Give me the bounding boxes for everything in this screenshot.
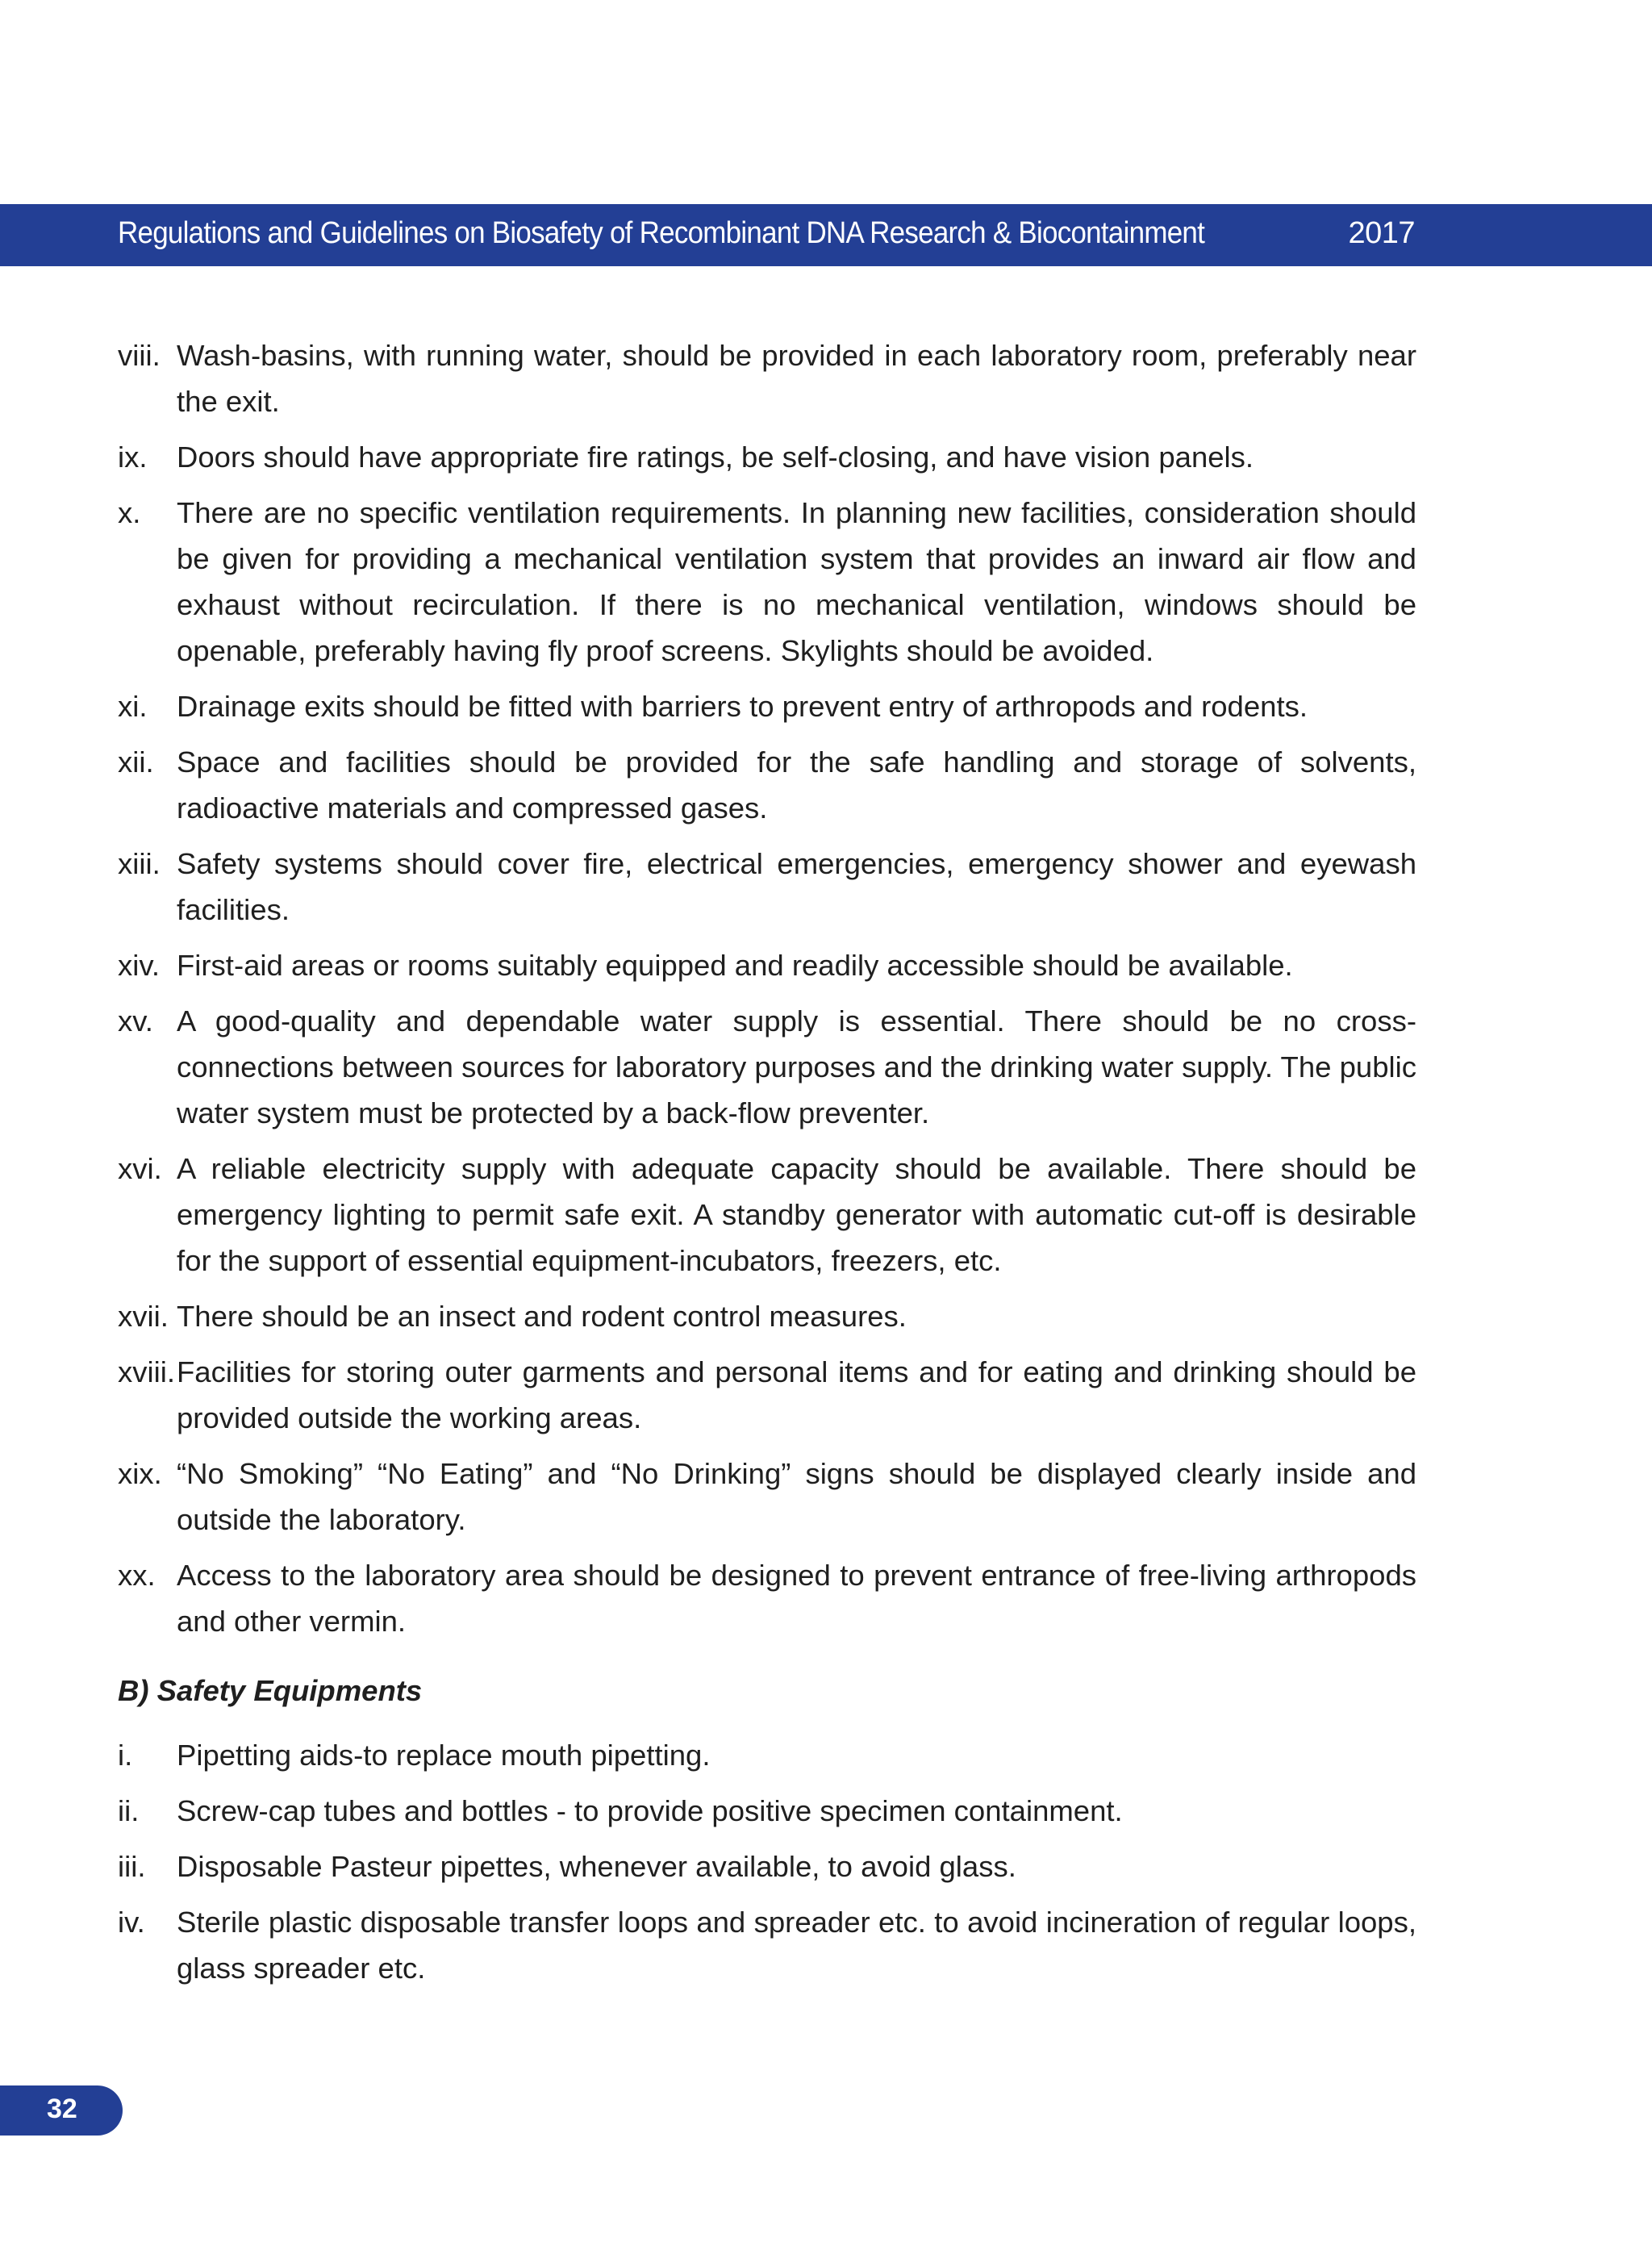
item-text: Wash-basins, with running water, should be provided in each laboratory room, preferably near the exit.: [177, 339, 1416, 418]
list-item: [118, 332, 1416, 424]
item-number: xvi.: [118, 1152, 162, 1185]
item-number: viii.: [118, 339, 161, 372]
item-number: ii.: [118, 1794, 140, 1827]
section-heading: B) Safety Equipments: [118, 1674, 423, 1707]
item-number: ix.: [118, 440, 148, 474]
item-number: xv.: [118, 1004, 153, 1037]
page-content: [118, 332, 1416, 2001]
item-text: First-aid areas or rooms suitably equipped and readily accessible should be available.: [177, 949, 1293, 982]
item-text: “No Smoking” “No Eating” and “No Drinking” signs should be displayed clearly inside and outside the laboratory.: [177, 1457, 1416, 1536]
list-item: [118, 841, 1416, 933]
item-number: xviii.: [118, 1355, 175, 1388]
item-text: Space and facilities should be provided for the safe handling and storage of solvents, radioactive materials and compressed gases.: [177, 745, 1416, 825]
list-item: [118, 1899, 1416, 1991]
item-number: x.: [118, 496, 141, 529]
item-text: Facilities for storing outer garments and personal items and for eating and drinking should be provided outside the working areas.: [177, 1355, 1416, 1434]
list-item: [118, 683, 1416, 729]
list-item: [118, 490, 1416, 674]
list-item: [118, 1788, 1416, 1834]
item-text: There are no specific ventilation requirements. In planning new facilities, consideration should be given for providing a mechanical ventilation system that provides an inward air flow and exhaust without recirculation. If there is no mechanical ventilation, windows should be openable, preferably having fly proof screens. Skylights should be avoided.: [177, 496, 1416, 667]
item-text: Disposable Pasteur pipettes, whenever available, to avoid glass.: [177, 1850, 1016, 1883]
document-title: Regulations and Guidelines on Biosafety of Recombinant DNA Research & Biocontainment: [118, 216, 1205, 250]
item-text: Sterile plastic disposable transfer loops and spreader etc. to avoid incineration of regular loops, glass spreader etc.: [177, 1906, 1416, 1985]
item-number: xvii.: [118, 1300, 169, 1333]
page-number-tab: [0, 2085, 123, 2136]
item-text: Doors should have appropriate fire ratings, be self-closing, and have vision panels.: [177, 440, 1254, 474]
list-item: [118, 1843, 1416, 1889]
item-number: i.: [118, 1739, 133, 1772]
item-number: iii.: [118, 1850, 146, 1883]
item-text: A reliable electricity supply with adequate capacity should be available. There should be emergency lighting to permit safe exit. A standby generator with automatic cut-off is desirable for the support of essential equipment-incubators, freezers, etc.: [177, 1152, 1416, 1277]
list-item: [118, 1552, 1416, 1644]
item-number: xi.: [118, 690, 148, 723]
item-number: xix.: [118, 1457, 162, 1490]
item-number: xiii.: [118, 847, 161, 880]
list-item: [118, 434, 1416, 480]
list-item: [118, 1732, 1416, 1778]
item-text: Screw-cap tubes and bottles - to provide positive specimen containment.: [177, 1794, 1123, 1827]
list-item: [118, 1349, 1416, 1441]
item-number: xiv.: [118, 949, 161, 982]
item-number: xx.: [118, 1559, 156, 1592]
item-text: There should be an insect and rodent control measures.: [177, 1300, 907, 1333]
page-number: 32: [47, 2094, 77, 2124]
list-item: [118, 1146, 1416, 1284]
item-number: iv.: [118, 1906, 145, 1939]
list-item: [118, 998, 1416, 1136]
list-item: [118, 1451, 1416, 1543]
item-number: xii.: [118, 745, 154, 779]
item-text: Pipetting aids-to replace mouth pipetting.: [177, 1739, 711, 1772]
item-text: Safety systems should cover fire, electrical emergencies, emergency shower and eyewash facilities.: [177, 847, 1416, 926]
item-text: Access to the laboratory area should be designed to prevent entrance of free-living arthropods and other vermin.: [177, 1559, 1416, 1638]
item-text: A good-quality and dependable water supply is essential. There should be no cross-connections between sources for laboratory purposes and the drinking water supply. The public water system must be protected by a back-flow preventer.: [177, 1004, 1416, 1129]
document-year: 2017: [1348, 216, 1415, 250]
list-item: [118, 1293, 1416, 1339]
list-item: [118, 739, 1416, 831]
item-text: Drainage exits should be fitted with barriers to prevent entry of arthropods and rodents.: [177, 690, 1308, 723]
list-item: [118, 942, 1416, 988]
